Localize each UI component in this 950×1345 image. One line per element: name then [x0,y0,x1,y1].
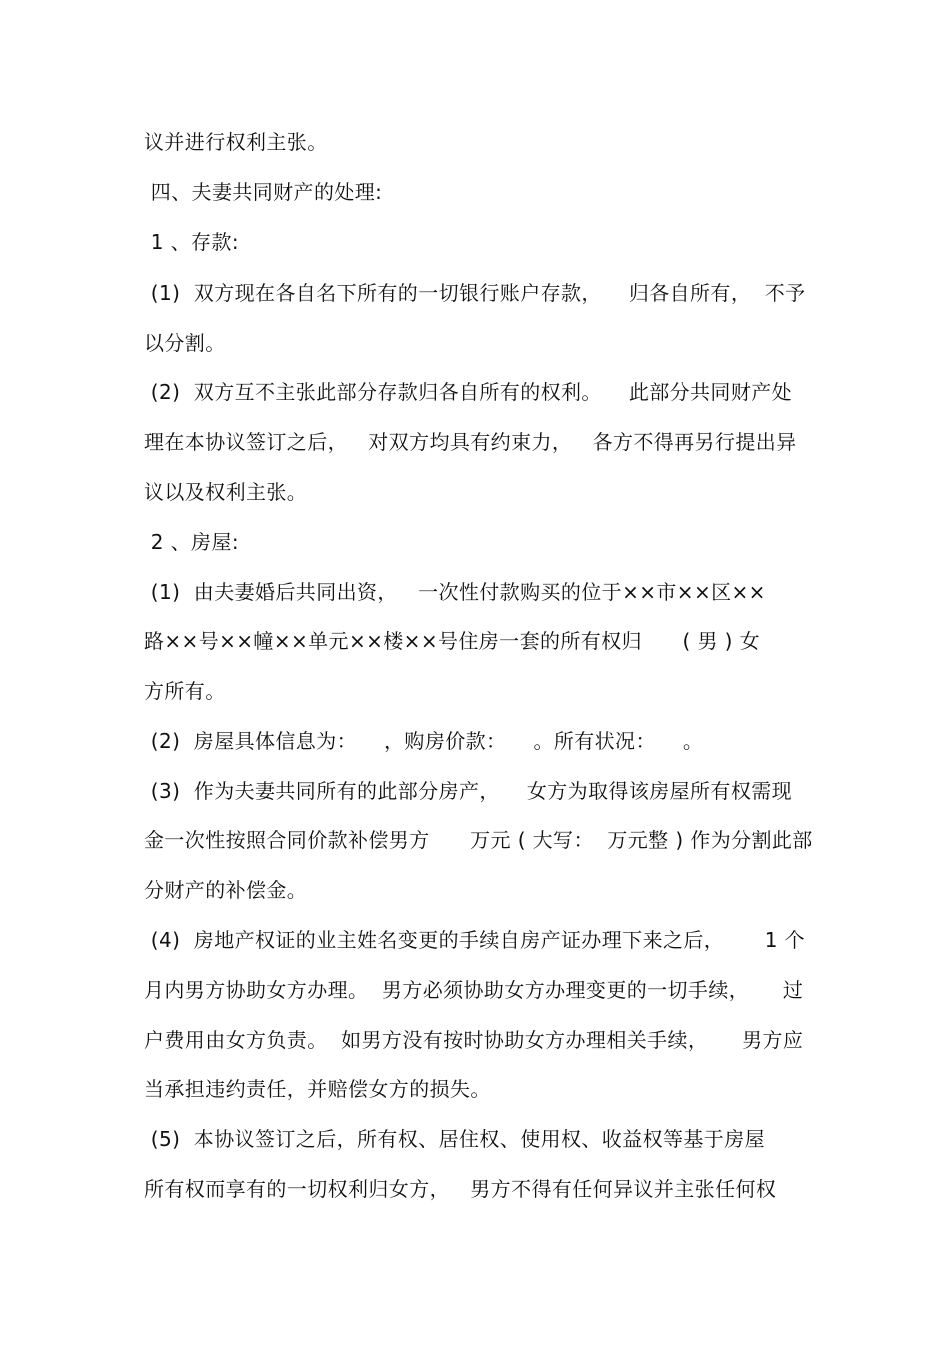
text-line: 方所有。 [144,679,226,703]
text-line: 理在本协议签订之后， 对双方均具有约束力， 各方不得再另行提出异 [144,430,797,454]
text-line: 分财产的补偿金。 [144,878,308,902]
text-line: 所有权而享有的一切权利归女方， 男方不得有任何异议并主张任何权 [144,1177,777,1201]
text-line: 以分割。 [144,331,226,355]
text-line: 金一次性按照合同价款补偿男方 万元 ( 大写： 万元整 ) 作为分割此部 [144,828,813,852]
text-line: 当承担违约责任，并赔偿女方的损失。 [144,1077,491,1101]
text-line: 议并进行权利主张。 [144,130,328,154]
subsection-heading: 1 、存款: [144,230,239,254]
text-line: (5) 本协议签订之后，所有权、居住权、使用权、收益权等基于房屋 [144,1127,766,1151]
text-line: (4) 房地产权证的业主姓名变更的手续自房产证办理下来之后， 1 个 [144,928,806,952]
text-line: (2) 双方互不主张此部分存款归各自所有的权利。 此部分共同财产处 [144,380,793,404]
subsection-heading: 2 、房屋: [144,530,239,554]
text-line: 户费用由女方负责。 如男方没有按时协助女方办理相关手续， 男方应 [144,1028,804,1052]
section-heading: 四、夫妻共同财产的处理: [144,180,383,204]
text-line: (2) 房屋具体信息为： ，购房价款： 。所有状况： 。 [144,729,704,753]
text-line: (3) 作为夫妻共同所有的此部分房产， 女方为取得该房屋所有权需现 [144,779,793,803]
text-line: 议以及权利主张。 [144,480,308,504]
text-line: 月内男方协助女方办理。 男方必须协助女方办理变更的一切手续， 过 [144,978,804,1002]
text-line: 路××号××幢××单元××楼××号住房一套的所有权归 ( 男 ) 女 [144,629,760,653]
text-line: (1) 由夫妻婚后共同出资， 一次性付款购买的位于××市××区×× [144,580,766,604]
text-line: (1) 双方现在各自名下所有的一切银行账户存款， 归各自所有， 不予 [144,281,806,305]
